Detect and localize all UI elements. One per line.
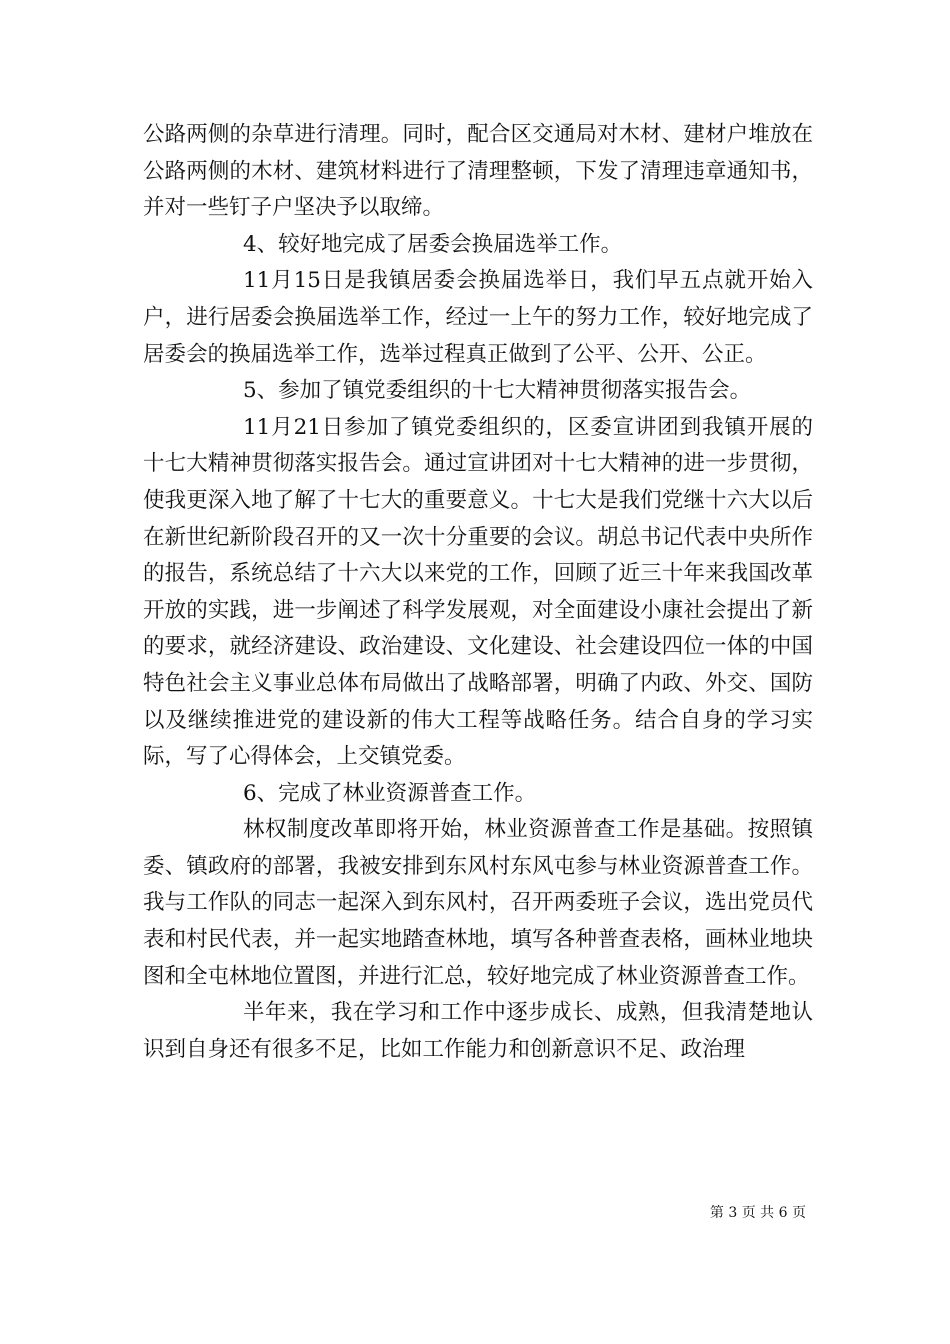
paragraph-1: 公路两侧的杂草进行清理。同时，配合区交通局对木材、建材户堆放在公路两侧的木材、建筑材料进行了清理整顿，下发了清理违章通知书，并对一些钉子户坚决予以取缔。 xyxy=(143,122,813,221)
paragraph-3: 11月15日是我镇居委会换届选举日，我们早五点就开始入户，进行居委会换届选举工作，经过一上午的努力工作，较好地完成了居委会的换届选举工作，选举过程真正做到了公平、公开、公正。 xyxy=(143,268,813,367)
paragraph-4: 5、参加了镇党委组织的十七大精神贯彻落实报告会。 xyxy=(243,378,752,404)
paragraph-2: 4、较好地完成了居委会换届选举工作。 xyxy=(243,231,623,257)
paragraph-5: 11月21日参加了镇党委组织的，区委宣讲团到我镇开展的十七大精神贯彻落实报告会。通过宣讲团对十七大精神的进一步贯彻，使我更深入地了解了十七大的重要意义。十七大是我们党继十六大以后在新世纪新阶段召开的又一次十分重要的会议。胡总书记代表中央所作的报告，系统总结了十六大以来党的工作，回顾了近三十年来我国改革开放的实践，进一步阐述了科学发展观，对全面建设小康社会提出了新的要求，就经济建设、政治建设、文化建设、社会建设四位一体的中国特色社会主义事业总体布局做出了战略部署，明确了内政、外交、国防以及继续推进党的建设新的伟大工程等战略任务。结合自身的学习实际，写了心得体会，上交镇党委。 xyxy=(143,414,813,770)
paragraph-8: 半年来，我在学习和工作中逐步成长、成熟，但我清楚地认识到自身还有很多不足，比如工作能力和创新意识不足、政治理 xyxy=(143,1000,813,1062)
document-body xyxy=(143,117,813,1068)
page-number-footer: 第 3 页 共 6 页 xyxy=(709,1205,806,1221)
paragraph-7: 林权制度改革即将开始，林业资源普查工作是基础。按照镇委、镇政府的部署，我被安排到东风村东风屯参与林业资源普查工作。我与工作队的同志一起深入到东风村，召开两委班子会议，选出党员代表和村民代表，并一起实地踏查林地，填写各种普查表格，画林业地块图和全屯林地位置图，并进行汇总，较好地完成了林业资源普查工作。 xyxy=(143,817,813,989)
paragraph-6: 6、完成了林业资源普查工作。 xyxy=(243,780,537,806)
